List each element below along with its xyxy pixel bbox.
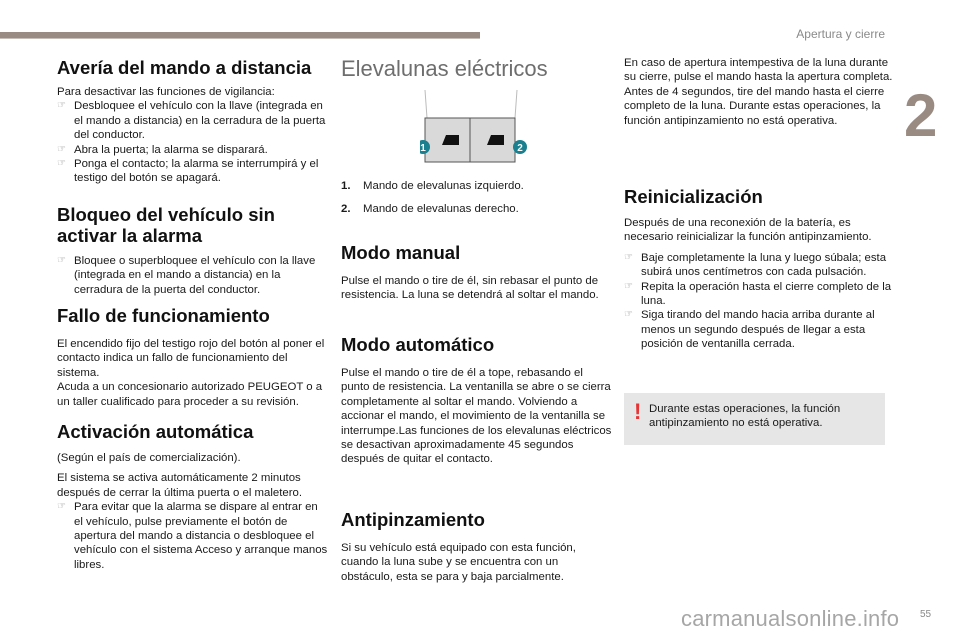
chapter-number: 2	[904, 82, 938, 149]
section-title: Modo manual	[341, 242, 461, 263]
bullet-list	[57, 254, 329, 297]
figure-legend	[341, 179, 613, 226]
section-malfunction	[57, 305, 329, 409]
section-title: Fallo de funcionamiento	[57, 305, 270, 326]
section-auto-activation	[57, 421, 329, 572]
list-item: ☞ Siga tirando del mando hacia arriba durante al menos un segundo después de llegar a esta posición de ventanilla cerrada.	[624, 309, 875, 351]
page-title: Elevalunas eléctricos	[341, 56, 548, 81]
section-body: El sistema se activa automáticamente 2 minutos después de cerrar la última puerta o el maletero.	[57, 472, 303, 499]
chapter-title: Apertura y cierre	[796, 27, 885, 41]
list-item: ☞ Baje completamente la luna y luego súbala; esta subirá unos centímetros con cada pulsación.	[624, 251, 887, 279]
list-item: ☞ Ponga el contacto; la alarma se interrumpirá y el testigo del botón se apagará.	[57, 158, 319, 185]
section-title: Bloqueo del vehículo sin activar la alarma	[57, 204, 275, 246]
section-body: Si su vehículo está equipado con esta función, cuando la luna sube y se encuentra con un obstáculo, esta se para y baja parcialmente.	[341, 542, 576, 583]
callout-1: 1	[420, 143, 426, 154]
warning-text: Durante estas operaciones, la función antipinzamiento no está operativa.	[649, 403, 841, 430]
section-antipinch	[341, 509, 613, 584]
list-item: ☞ Desbloquee el vehículo con la llave (integrada en el mando a distancia) en la cerradura de la puerta del conductor.	[57, 100, 326, 142]
bullet-list	[57, 99, 329, 185]
pointing-hand-icon: ☞	[57, 100, 66, 112]
section-body: Pulse el mando o tire de él a tope, rebasando el punto de resistencia. La ventanilla se abre o se cierra completamente al soltar el mando. Volviendo a accionar el mando, el movimiento de la ventanilla se interrumpe.Las funciones de los elevalunas eléctricos se desactivan aproximadamente 45 segundos después de quitar el contacto.	[341, 367, 612, 466]
pointing-hand-icon: ☞	[57, 143, 66, 155]
list-item: ☞ Bloquee o superbloquee el vehículo con la llave (integrada en el mando a distancia) en la cerradura de la puerta del conductor.	[57, 255, 316, 296]
pointing-hand-icon: ☞	[624, 280, 633, 292]
section-lock-without-alarm	[57, 204, 329, 297]
bullet-list	[624, 251, 896, 352]
window-switch-diagram	[420, 88, 530, 168]
legend-item: 2. Mando de elevalunas derecho.	[341, 203, 519, 216]
exclamation-warning-icon: !	[634, 399, 642, 424]
callout-2: 2	[517, 143, 523, 154]
pointing-hand-icon: ☞	[624, 251, 633, 263]
page-number: 55	[920, 609, 932, 620]
section-body-2: Acuda a un concesionario autorizado PEUGEOT o a un taller cualificado para proceder a su revisión.	[57, 381, 323, 408]
section-title: Modo automático	[341, 334, 495, 355]
list-item: ☞ Abra la puerta; la alarma se disparará.	[57, 143, 268, 156]
section-title: Activación automática	[57, 421, 254, 442]
warning-box	[624, 393, 885, 445]
section-remote-failure	[57, 57, 329, 186]
legend-item: 1. Mando de elevalunas izquierdo.	[341, 180, 524, 192]
section-title: Avería del mando a distancia	[57, 57, 312, 78]
legend-list	[341, 179, 613, 217]
pointing-hand-icon: ☞	[57, 501, 66, 513]
bullet-list	[57, 500, 329, 572]
section-body: Pulse el mando o tire de él, sin rebasar el punto de resistencia. La luna se detendrá al soltar el mando.	[341, 275, 599, 302]
section-title: Antipinzamiento	[341, 509, 485, 530]
pointing-hand-icon: ☞	[57, 158, 66, 170]
section-body: El encendido fijo del testigo rojo del botón al poner el contacto indica un fallo de funcionamiento del sistema.	[57, 338, 325, 379]
section-reset	[624, 186, 896, 352]
section-intro: Para desactivar las funciones de vigilancia:	[57, 86, 275, 98]
list-item: ☞ Repita la operación hasta el cierre completo de la luna.	[624, 280, 892, 308]
pointing-hand-icon: ☞	[57, 255, 66, 266]
watermark: carmanualsonline.info	[681, 606, 900, 631]
intro-paragraph: En caso de apertura intempestiva de la luna durante su cierre, pulse el mando hasta la apertura completa. Antes de 4 segundos, tire del mando hasta el cierre completo de la luna. Durante estas operaciones, la función antipinzamiento no está operativa.	[624, 57, 893, 127]
section-body: Después de una reconexión de la batería, es necesario reinicializar la función antipinzamiento.	[624, 217, 872, 244]
header-rule	[0, 32, 480, 39]
section-manual-mode	[341, 242, 613, 303]
section-title: Reinicialización	[624, 186, 763, 207]
section-note: (Según el país de comercialización).	[57, 452, 241, 464]
section-automatic-mode	[341, 334, 613, 467]
pointing-hand-icon: ☞	[624, 309, 633, 321]
window-switch-figure	[420, 88, 530, 168]
list-item: ☞ Para evitar que la alarma se dispare al entrar en el vehículo, pulse previamente el botón de apertura del mando a distancia o desbloquee el vehículo con el sistema Acceso y arranque manos libres.	[57, 501, 328, 571]
